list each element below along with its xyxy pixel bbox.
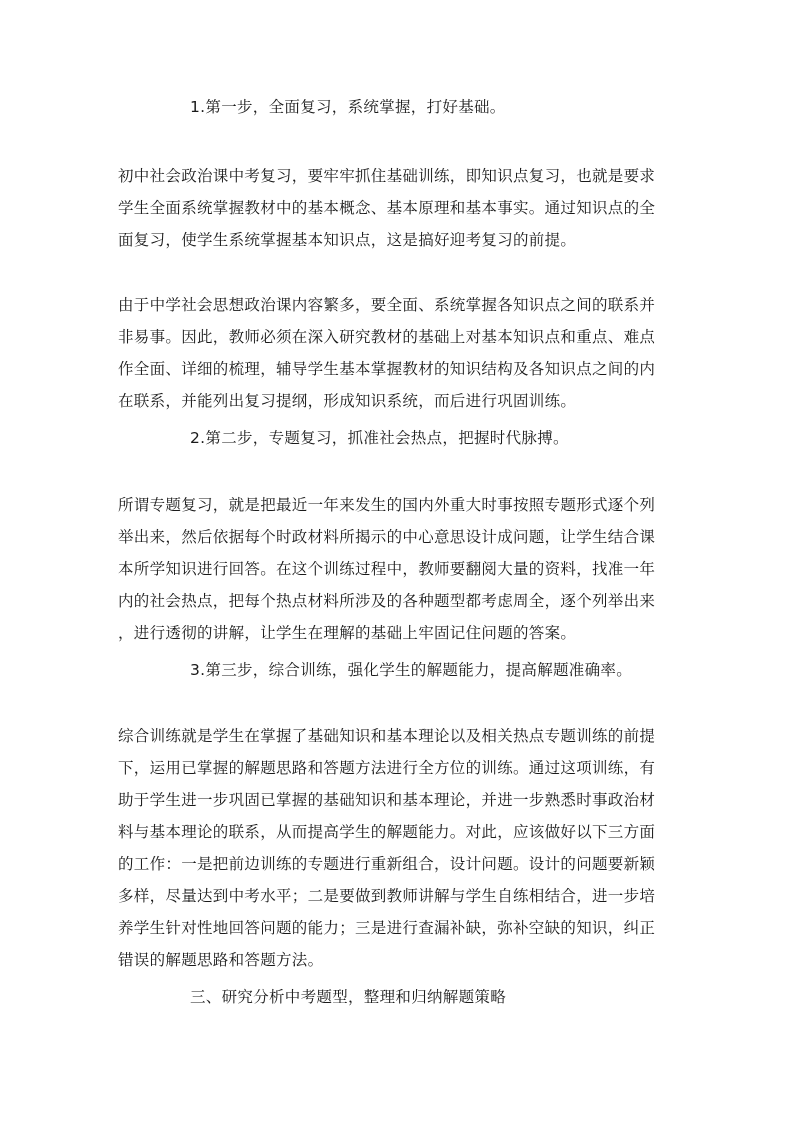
step2-heading: 2.第二步，专题复习，抓准社会热点，把握时代脉搏。: [190, 429, 569, 447]
paragraph-line: 由于中学社会思想政治课内容繁多，要全面、系统掌握各知识点之间的联系并: [118, 296, 656, 314]
paragraph-line: 非易事。因此，教师必须在深入研究教材的基础上对基本知识点和重点、难点: [118, 328, 656, 346]
step3-heading: 3.第三步，综合训练，强化学生的解题能力，提高解题准确率。: [190, 661, 632, 679]
paragraph-line: 的工作：一是把前边训练的专题进行重新组合，设计问题。设计的问题要新颖: [118, 855, 656, 873]
paragraph-line: 作全面、详细的梳理，辅导学生基本掌握教材的知识结构及各知识点之间的内: [118, 360, 656, 378]
paragraph-line: 错误的解题思路和答题方法。: [118, 951, 324, 969]
paragraph-line: 所谓专题复习，就是把最近一年来发生的国内外重大时事按照专题形式逐个列: [118, 496, 656, 514]
paragraph-line: 初中社会政治课中考复习，要牢牢抓住基础训练，即知识点复习，也就是要求: [118, 167, 656, 185]
section3-heading: 三、研究分析中考题型，整理和归纳解题策略: [190, 988, 507, 1006]
paragraph-line: 学生全面系统掌握教材中的基本概念、基本原理和基本事实。通过知识点的全: [118, 199, 656, 217]
paragraph-line: 下，运用已掌握的解题思路和答题方法进行全方位的训练。通过这项训练，有: [118, 759, 656, 777]
paragraph-line: 举出来，然后依据每个时政材料所揭示的中心意思设计成问题，让学生结合课: [118, 528, 656, 546]
paragraph-line: 料与基本理论的联系，从而提高学生的解题能力。对此，应该做好以下三方面: [118, 823, 656, 841]
paragraph-line: 在联系，并能列出复习提纲，形成知识系统，而后进行巩固训练。: [118, 392, 577, 410]
paragraph-line: 多样，尽量达到中考水平；二是要做到教师讲解与学生自练相结合，进一步培: [118, 887, 656, 905]
paragraph-line: ，进行透彻的讲解，让学生在理解的基础上牢固记住问题的答案。: [118, 624, 577, 642]
paragraph-line: 助于学生进一步巩固已掌握的基础知识和基本理论，并进一步熟悉时事政治材: [118, 791, 656, 809]
paragraph-line: 本所学知识进行回答。在这个训练过程中，教师要翻阅大量的资料，找准一年: [118, 560, 656, 578]
paragraph-line: 综合训练就是学生在掌握了基础知识和基本理论以及相关热点专题训练的前提: [118, 727, 656, 745]
paragraph-line: 面复习，使学生系统掌握基本知识点，这是搞好迎考复习的前提。: [118, 231, 577, 249]
paragraph-line: 养学生针对性地回答问题的能力；三是进行查漏补缺，弥补空缺的知识，纠正: [118, 919, 656, 937]
step1-heading: 1.第一步，全面复习，系统掌握，打好基础。: [190, 98, 506, 116]
paragraph-line: 内的社会热点，把每个热点材料所涉及的各种题型都考虑周全，逐个列举出来: [118, 592, 656, 610]
